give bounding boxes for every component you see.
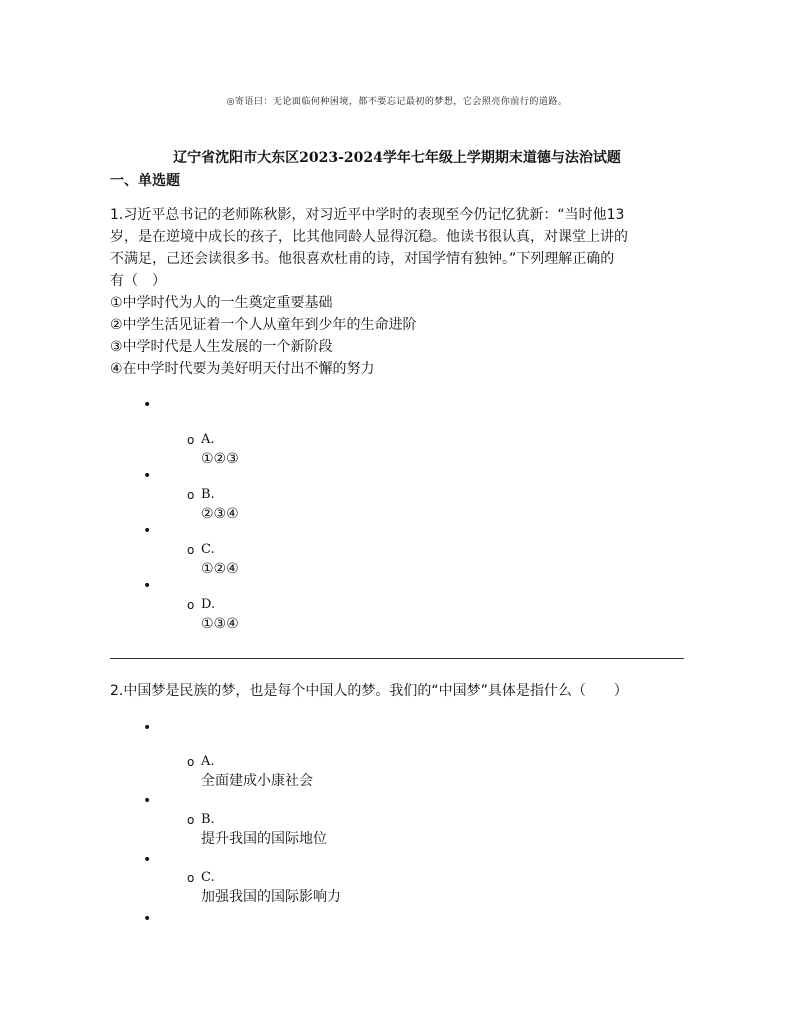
sub-bullet-marker: o [187,813,195,827]
question-1-stem-line: 1.习近平总书记的老师陈秋影，对习近平中学时的表现至今仍记忆犹新：“当时他13 [110,207,625,223]
question-2-stem [110,680,690,702]
question-1 [110,204,690,380]
motto-header: ◎寄语曰：无论面临何种困境，都不要忘记最初的梦想，它会照亮你前行的道路。 [226,97,568,107]
question-1-stem [110,204,690,292]
sub-bullet-marker: o [187,433,195,447]
option-letter: C. [201,870,215,885]
option-letter: A. [201,754,215,769]
statement-1: ①中学时代为人的一生奠定重要基础 [110,295,333,311]
bullet-marker: • [143,468,152,484]
question-1-stem-line: 岁，是在逆境中成长的孩子，比其他同龄人显得沉稳。他读书很认真，对课堂上讲的 [110,229,628,245]
option-letter: A. [201,432,215,447]
option-letter: B. [201,812,215,827]
option-text: ①③④ [201,616,239,632]
question-1-stem-line: 不满足，己还会读很多书。他很喜欢杜甫的诗，对国学情有独钟。”下列理解正确的 [110,251,615,267]
bullet-marker: • [143,911,152,927]
question-1-statements [110,292,690,380]
option-letter: D. [201,597,216,612]
statement-3: ③中学时代是人生发展的一个新阶段 [110,339,333,355]
option-text: ①②④ [201,561,239,577]
statement-2: ②中学生活见证着一个人从童年到少年的生命进阶 [110,317,417,333]
bullet-marker: • [143,793,152,809]
sub-bullet-marker: o [187,871,195,885]
bullet-marker: • [143,720,152,736]
option-letter: C. [201,542,215,557]
bullet-marker: • [143,523,152,539]
bullet-marker: • [143,852,152,868]
section-heading: 一、单选题 [110,173,180,189]
option-text: 加强我国的国际影响力 [201,889,341,905]
sub-bullet-marker: o [187,488,195,502]
bullet-marker: • [143,397,152,413]
document-title: 辽宁省沈阳市大东区2023-2024学年七年级上学期期末道德与法治试题 [173,150,621,166]
option-letter: B. [201,487,215,502]
statement-4: ④在中学时代要为美好明天付出不懈的努力 [110,361,375,377]
question-1-stem-line: 有（ ） [110,273,166,289]
option-text: 提升我国的国际地位 [201,831,327,847]
sub-bullet-marker: o [187,543,195,557]
sub-bullet-marker: o [187,755,195,769]
sub-bullet-marker: o [187,598,195,612]
option-text: ①②③ [201,451,239,467]
question-2 [110,680,690,702]
option-text: 全面建成小康社会 [201,773,313,789]
option-text: ②③④ [201,506,239,522]
question-2-stem-line: 2.中国梦是民族的梦，也是每个中国人的梦。我们的“中国梦”具体是指什么（ ） [110,683,628,699]
bullet-marker: • [143,578,152,594]
question-divider [110,658,684,659]
